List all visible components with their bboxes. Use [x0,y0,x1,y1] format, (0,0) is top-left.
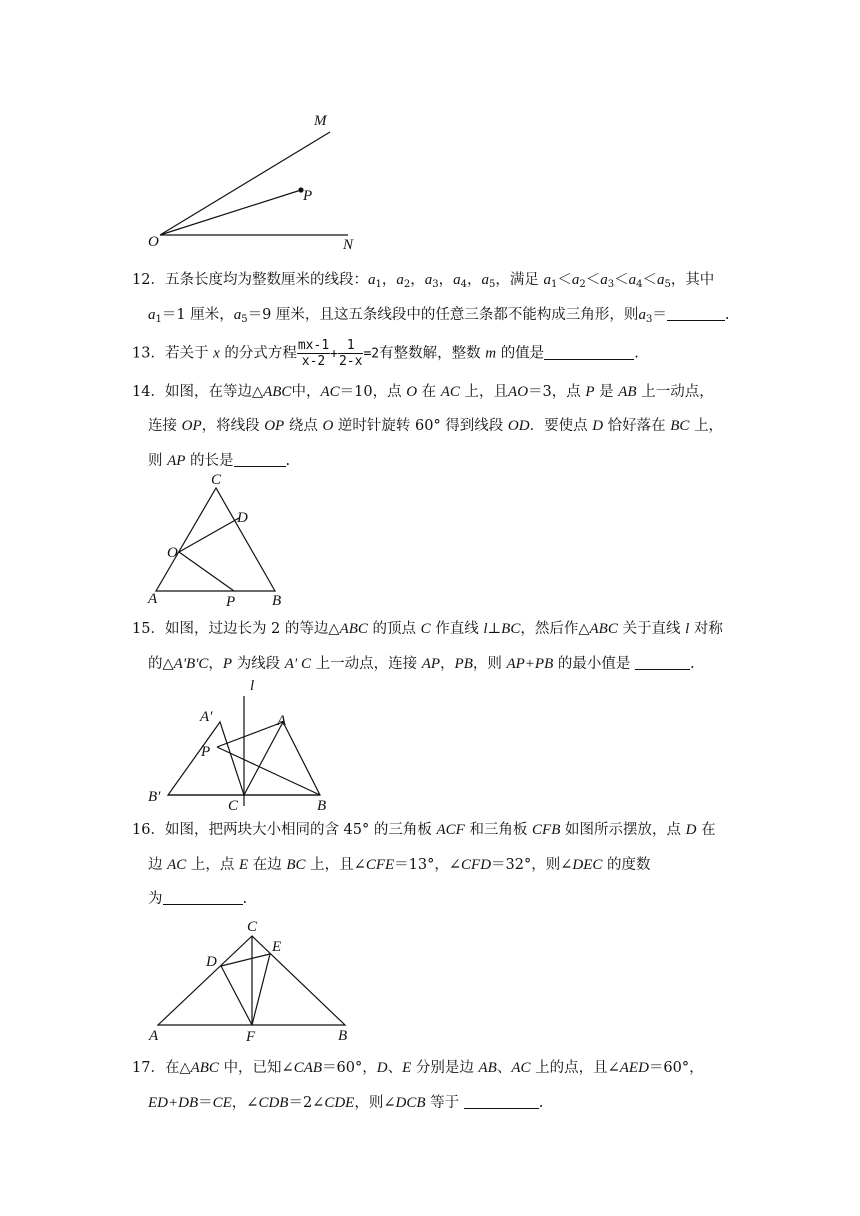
set-squares-figure [144,914,364,1044]
q13-text: 的值是 [500,345,545,362]
v: ABC [589,621,618,637]
label-a: A [277,713,287,729]
answer-blank[interactable] [163,890,243,905]
end: . [242,891,248,907]
t: 和三角板 [469,822,528,838]
v: AB [618,384,637,400]
sub: 5 [664,279,671,290]
label-b: B [272,593,282,609]
t: 中，已知∠ [223,1060,294,1076]
symmetric-triangles-figure [140,676,350,816]
t: ，∠ [231,1095,259,1111]
question-number: 16． [132,822,165,838]
v: A'B'C [173,656,209,672]
question-13 [132,338,732,369]
t: 的度数 [607,857,651,873]
var-a: a [453,272,461,288]
var-a: a [396,272,404,288]
answer-blank[interactable] [464,1094,539,1109]
v: D [592,418,604,434]
v: DCB [395,1095,426,1111]
fraction-2 [338,338,363,369]
v: CFE [365,857,395,873]
t: 上，且∠ [310,857,366,873]
label-c: C [211,472,222,488]
q12-text: ＝9 厘米，且这五条线段中的任意三条都不能构成三角形，则 [247,307,639,323]
t: 分别是边 [415,1060,474,1076]
v: OP [181,418,202,434]
v: A′ C [284,656,311,672]
question-number: 14． [132,384,165,400]
question-16-line-1 [132,820,732,840]
label-p: P [226,594,236,610]
question-17-line-2 [148,1093,748,1113]
question-14-line-1 [132,382,732,402]
t: ，将线段 [201,418,260,434]
v: AP+PB [506,656,554,672]
q13-text: 若关于 [164,345,209,362]
v: CAB [293,1060,323,1076]
sep: ， [466,272,482,288]
t: 上一动点，连接 [315,656,418,672]
frac-num: mx-1 [297,338,330,353]
label-b: B [338,1028,348,1044]
t: ，则∠ [354,1095,396,1111]
t: 关于直线 [622,621,681,637]
sub: 4 [636,279,643,290]
lt: ＜ [642,272,657,288]
frac-den: 2-x [338,354,363,369]
v: AC [167,857,187,873]
question-16-line-2 [148,855,748,875]
t: ＝2∠ [288,1095,325,1111]
v: CDB [258,1095,289,1111]
sub: 3 [432,279,439,290]
t: 等于 [430,1095,460,1111]
var-a: a [148,307,156,323]
var-x: x [213,345,220,362]
answer-blank[interactable] [544,345,634,360]
question-14-line-3 [148,451,748,471]
var-a: a [481,272,489,288]
v: ABC [190,1060,219,1076]
label-m: M [314,113,327,129]
question-number: 12． [132,272,165,288]
sub: 4 [460,279,467,290]
end: . [538,1095,544,1111]
q13-text: 有整数解，整数 [379,345,481,362]
v: P [222,656,233,672]
t: 连接 [148,418,177,434]
sep: ， [381,272,397,288]
sub: 2 [579,279,586,290]
v: CDE [324,1095,355,1111]
lt: ＜ [585,272,601,288]
var-a: a [233,307,242,323]
v: D [376,1060,388,1076]
question-14-line-2 [148,416,748,436]
label-p: P [201,744,211,760]
sep: ， [438,272,454,288]
v: OP [264,418,285,434]
t: 逆时针旋转 60° 得到线段 [337,418,504,434]
t: 对称 [693,621,723,637]
t: 的最小值是 [557,656,631,672]
t: 作直线 [435,621,479,637]
q12-text: 五条长度均为整数厘米的线段： [164,272,368,288]
label-e: E [272,939,282,955]
v: BC [501,621,521,637]
plus: + [330,346,338,362]
v: C [420,621,431,637]
t: 的顶点 [372,621,417,637]
v: AC [511,1060,531,1076]
v: BC [286,857,306,873]
label-a: A [148,591,158,607]
t: 则 [148,453,163,469]
t: 在 [421,384,437,400]
t: 的长是 [190,453,234,469]
answer-blank[interactable] [667,306,725,321]
end: . [285,453,291,469]
t: 上，点 [190,857,235,873]
sep: ， [410,272,425,288]
t: 、 [387,1060,403,1076]
v: AP [167,453,186,469]
t: 上， [694,418,724,434]
question-number: 15． [132,621,165,637]
q13-text: 的分式方程 [224,345,297,362]
t: 恰好落在 [607,418,666,434]
v: ACF [436,822,465,838]
v: CE [212,1095,232,1111]
sub: 1 [550,279,558,290]
t: ＝60°， [648,1060,704,1076]
label-p: P [303,188,313,204]
label-d: D [237,510,248,526]
end: . [689,656,695,672]
question-16-line-3 [148,889,748,909]
label-b-prime: B′ [148,789,161,805]
triangle-abc-figure [142,472,302,608]
v: l [483,621,488,637]
question-15-line-1 [132,619,732,639]
t: ＝60°， [322,1060,377,1076]
sub: 3 [607,279,615,290]
var-a: a [656,272,665,288]
question-number: 17． [132,1060,165,1076]
t: ．要使点 [529,418,588,434]
t: 上，且 [464,384,509,400]
t: ⊥ [487,621,502,637]
t: 、 [496,1060,512,1076]
label-l: l [250,678,255,694]
q12-text: ＝ [652,307,667,323]
label-c: C [228,798,239,814]
t: ，然后作△ [520,621,590,637]
label-d: D [206,954,217,970]
v: AC [320,384,340,400]
answer-blank[interactable] [234,452,286,467]
question-12-line-1 [132,270,732,295]
t: 上一动点， [641,384,714,400]
var-a: a [571,272,580,288]
frac-den: x-2 [301,354,326,369]
var-a: a [600,272,608,288]
t: ＝13°，∠ [394,857,462,873]
label-a: A [149,1028,159,1044]
lt: ＜ [614,272,629,288]
question-12-line-2 [148,305,748,330]
v: AC [440,384,460,400]
t: ＝10，点 [339,384,402,400]
t: 为 [148,891,163,907]
t: ＝ [198,1095,213,1111]
sub: 5 [241,314,248,325]
v: PB [454,656,473,672]
t: 如图所示摆放，点 [565,822,681,838]
var-a: a [638,307,646,323]
label-b: B [317,798,327,814]
v: AED [619,1060,649,1076]
v: ED+DB [148,1095,199,1111]
end: . [634,345,639,362]
sub: 1 [155,314,162,325]
t: 如图，在等边△ [164,384,264,400]
answer-blank[interactable] [635,655,690,670]
t: 如图，过边长为 2 的等边△ [164,621,340,637]
t: 在△ [164,1060,191,1076]
t: 在边 [252,857,282,873]
label-o: O [148,234,159,250]
sub: 3 [645,314,653,325]
q12-text: ＝1 厘米， [161,307,234,323]
q12-text: ，满足 [495,272,539,288]
v: E [239,857,249,873]
t: ＝32°，则∠ [491,857,573,873]
t: ＝3，点 [528,384,581,400]
v: DEC [572,857,603,873]
v: ABC [263,384,292,400]
v: AB [478,1060,497,1076]
fraction-1 [297,338,330,369]
v: CFD [461,857,492,873]
frac-num: 1 [338,338,363,354]
t: 上的点，且∠ [535,1060,620,1076]
t: 绕点 [288,418,318,434]
t: ， [208,656,223,672]
v: O [322,418,334,434]
t: 为线段 [236,656,281,672]
t: 的△ [148,656,174,672]
v: ABC [339,621,368,637]
v: CFB [532,822,561,838]
var-a: a [628,272,637,288]
var-a: a [543,272,551,288]
lt: ＜ [557,272,572,288]
t: ， [440,656,455,672]
t: 是 [599,384,614,400]
end: . [724,307,730,323]
t: 边 [148,857,163,873]
label-a-prime: A′ [200,709,213,725]
label-o: O [167,545,178,561]
v: l [685,621,690,637]
v: E [402,1060,412,1076]
var-a: a [367,272,376,288]
t: ，则 [472,656,502,672]
t: 中， [291,384,321,400]
var-a: a [424,272,433,288]
var-m: m [485,345,497,362]
v: P [585,384,595,400]
question-17-line-1 [132,1058,732,1078]
v: D [685,822,697,838]
eq: =2 [363,346,380,362]
t: 在 [701,822,716,838]
question-number: 13． [132,345,165,362]
sub: 2 [403,279,411,290]
label-c: C [247,919,258,935]
v: OD [507,418,530,434]
question-15-line-2 [148,654,748,674]
v: O [406,384,418,400]
label-f: F [246,1029,256,1045]
angle-mon-figure [140,108,380,258]
sub: 5 [488,279,496,290]
sub: 1 [375,279,382,290]
t: 如图，把两块大小相同的含 45° 的三角板 [164,822,432,838]
v: BC [670,418,690,434]
label-n: N [343,237,354,253]
v: AP [421,656,441,672]
v: AO [508,384,529,400]
q12-text: ，其中 [670,272,715,288]
